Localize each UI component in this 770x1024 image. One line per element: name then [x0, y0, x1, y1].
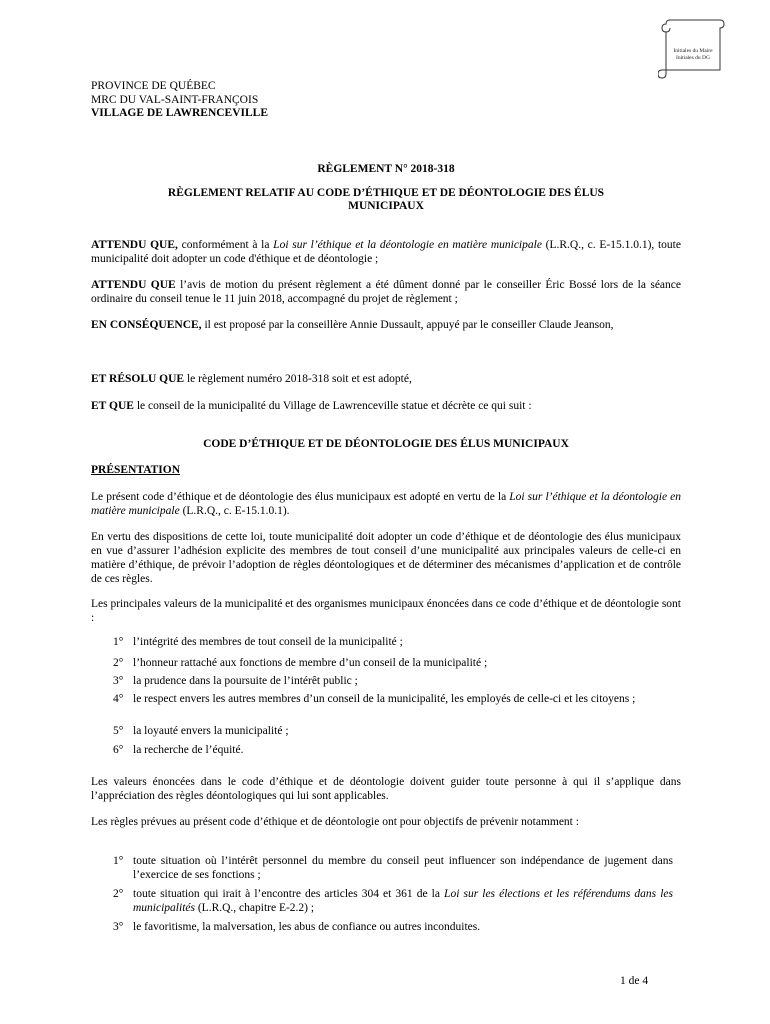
presentation-p4: Les valeurs énoncées dans le code d’éthique et de déontologie doivent guider toute personne à qui il s’applique dans l’appréciation des règles déontologiques qui lui sont applicables. [91, 776, 681, 802]
preamble-attendu-1 [91, 238, 681, 266]
value-text: la loyauté envers la municipalité ; [133, 725, 289, 737]
presentation-p2: En vertu des dispositions de cette loi, toute municipalité doit adopter un code d’éthique et de déontologie des élus municipaux en vue d’assurer l’adhésion explicite des membres de tout conseil d’une municipalité aux principales valeurs de celle-ci en matière d’éthique, de prévoir l’adoption de règles déontologiques et de déterminer des mécanismes d’application et de contrôle de ces règles. [91, 531, 681, 585]
text: (L.R.Q., c. E-15.1.0.1), toute municipalité doit adopter un code d'éthique et de déontologie ; [91, 239, 681, 265]
text: il est proposé par la conseillère Annie Dussault, appuyé par le conseiller Claude Jeanson, [201, 319, 614, 331]
objective-text: toute situation qui irait à l’encontre des articles 304 et 361 de la [133, 888, 445, 900]
objective-number: 1° [113, 855, 124, 867]
preamble-et-que [91, 399, 681, 413]
value-item-5 [113, 724, 673, 738]
objective-item-3 [113, 920, 673, 934]
objective-item-1 [113, 854, 673, 882]
objective-number: 2° [113, 888, 124, 900]
value-number: 3° [113, 675, 124, 687]
page-number: 1 de 4 [620, 975, 649, 987]
lead: ET RÉSOLU QUE [91, 373, 185, 385]
value-text: la recherche de l’équité. [133, 744, 244, 756]
law-title: Loi sur les élections et les référendums dans les municipalités [133, 888, 673, 914]
header-province: PROVINCE DE QUÉBEC [91, 80, 216, 92]
text: conformément à la [177, 239, 274, 251]
value-text: le respect envers les autres membres d’un conseil de la municipalité, les employés de celle-ci et les citoyens ; [133, 693, 636, 705]
objective-text: toute situation où l’intérêt personnel du membre du conseil peut influencer son indépendance de jugement dans l’exercice de ses fonctions ; [133, 855, 673, 881]
presentation-p3: Les principales valeurs de la municipalité et des organismes municipaux énoncées dans ce code d’éthique et de déontologie sont : [91, 598, 681, 624]
preamble-consequence [91, 318, 681, 332]
value-item-1 [113, 635, 673, 649]
lead: ET QUE [91, 400, 134, 412]
value-item-2 [113, 656, 673, 670]
presentation-p1 [91, 490, 681, 518]
lead: ATTENDU QUE [91, 279, 176, 291]
lead: ATTENDU QUE, [91, 239, 178, 251]
objective-text-end: (L.R.Q., chapitre E-2.2) ; [194, 902, 315, 914]
document-header [91, 80, 268, 121]
law-title: Loi sur l’éthique et la déontologie en matière municipale [91, 491, 681, 517]
value-item-6 [113, 743, 673, 757]
text: (L.R.Q., c. E-15.1.0.1). [179, 505, 290, 517]
law-title: Loi sur l’éthique et la déontologie en matière municipale [273, 239, 542, 251]
header-village: VILLAGE DE LAWRENCEVILLE [91, 107, 269, 119]
subject-line-2: MUNICIPAUX [348, 200, 424, 212]
preamble-resolu [91, 372, 681, 386]
reglement-subject [91, 187, 681, 213]
code-title: CODE D’ÉTHIQUE ET DE DÉONTOLOGIE DES ÉLUS MUNICIPAUX [203, 438, 569, 450]
stamp-line-mayor: Initiales du Maire [673, 48, 713, 54]
lead: EN CONSÉQUENCE, [91, 319, 202, 331]
objective-item-2 [113, 887, 673, 915]
text: l’avis de motion du présent règlement a été dûment donné par le conseiller Éric Bossé lors de la séance ordinaire du conseil tenue le 11 juin 2018, accompagné du projet de règlement ; [91, 279, 681, 305]
value-item-4 [113, 692, 673, 706]
value-number: 6° [113, 744, 124, 756]
value-text: l’intégrité des membres de tout conseil de la municipalité ; [133, 636, 403, 648]
objective-number: 3° [113, 921, 124, 933]
value-number: 4° [113, 693, 124, 705]
value-text: l’honneur rattaché aux fonctions de membre d’un conseil de la municipalité ; [133, 657, 488, 669]
presentation-p5: Les règles prévues au présent code d’éthique et de déontologie ont pour objectifs de prévenir notamment : [91, 816, 579, 828]
initials-stamp [658, 18, 728, 80]
objective-text: le favoritisme, la malversation, les abus de confiance ou autres inconduites. [133, 921, 481, 933]
text: le règlement numéro 2018-318 soit et est adopté, [184, 373, 412, 385]
value-number: 1° [113, 636, 124, 648]
preamble-attendu-2 [91, 278, 681, 306]
subject-line-1: RÈGLEMENT RELATIF AU CODE D’ÉTHIQUE ET DE DÉONTOLOGIE DES ÉLUS [167, 187, 605, 199]
header-mrc: MRC DU VAL-SAINT-FRANÇOIS [91, 93, 259, 106]
stamp-line-dg: Initiales du DG [676, 55, 710, 61]
value-number: 2° [113, 657, 124, 669]
reglement-number: RÈGLEMENT N° 2018-318 [317, 163, 455, 175]
value-number: 5° [113, 725, 124, 737]
value-item-3 [113, 674, 673, 688]
text: Le présent code d’éthique et de déontologie des élus municipaux est adopté en vertu de la [91, 491, 510, 503]
value-text: la prudence dans la poursuite de l’intérêt public ; [133, 675, 358, 687]
presentation-heading: PRÉSENTATION [91, 464, 181, 476]
text: le conseil de la municipalité du Village de Lawrenceville statue et décrète ce qui suit : [133, 400, 532, 412]
